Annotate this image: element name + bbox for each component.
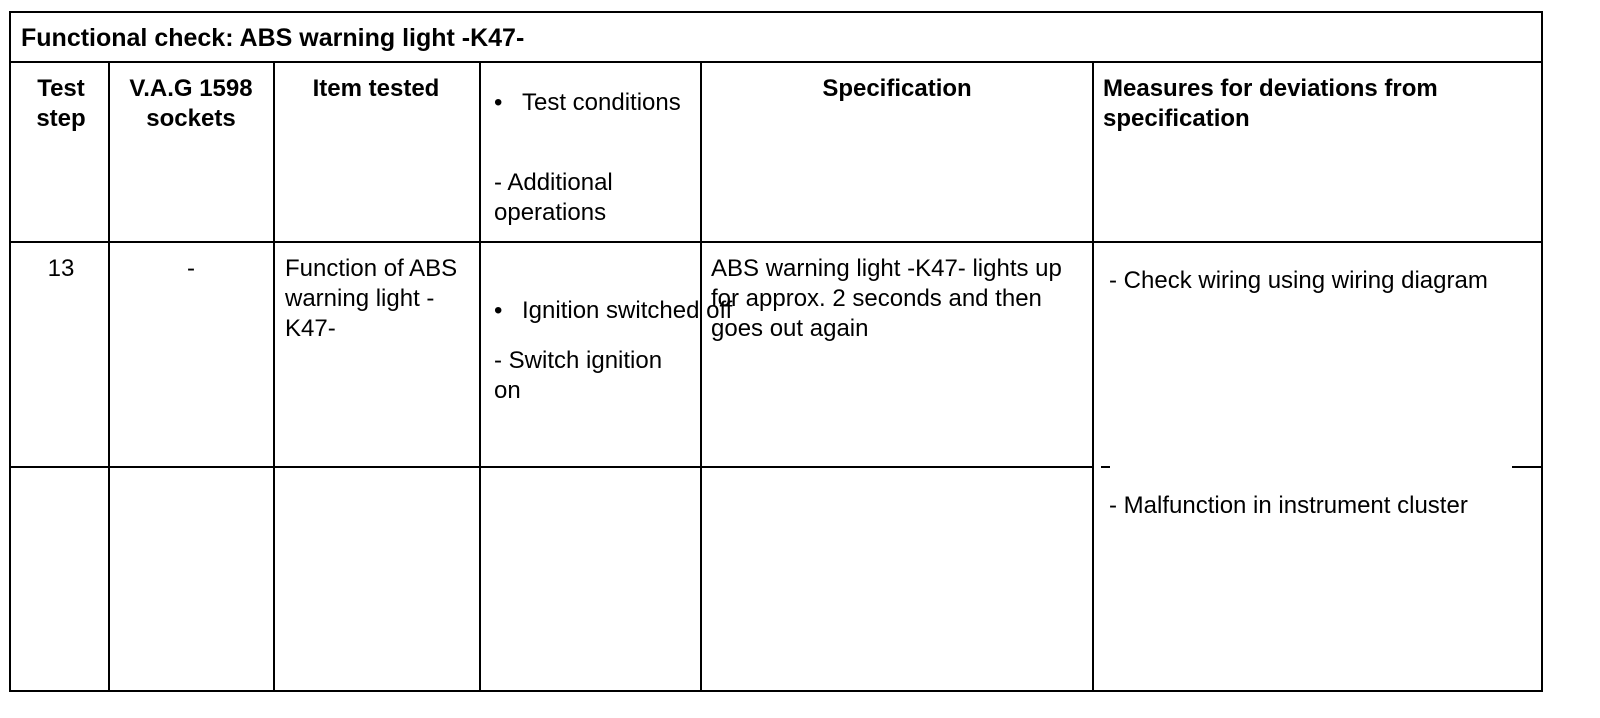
column-divider <box>479 63 481 690</box>
cell-item-tested: Function of ABS warning light -K47- <box>285 255 458 342</box>
column-divider <box>273 63 275 690</box>
header-additional-operations: - Additional operations <box>494 169 613 226</box>
header-measures: Measures for deviations from specification <box>1103 75 1438 132</box>
cell-test-step: 13 <box>47 255 75 282</box>
header-test-conditions <box>482 88 722 118</box>
row-divider <box>11 466 1092 468</box>
header-row-divider <box>11 241 1541 243</box>
bullet-icon: • <box>494 297 503 324</box>
cell-sockets: - <box>187 255 195 282</box>
functional-check-table <box>9 11 1543 692</box>
cell-measure: - Check wiring using wiring diagram <box>1109 267 1488 294</box>
bullet-icon: • <box>494 89 503 116</box>
row-divider-fragment <box>1101 466 1110 468</box>
header-sockets: V.A.G 1598 sockets <box>129 75 253 132</box>
header-item-tested: Item tested <box>312 75 440 102</box>
column-divider <box>700 63 702 690</box>
cell-test-condition <box>482 296 737 326</box>
row-divider-fragment <box>1512 466 1541 468</box>
cell-additional-operation: - Switch ignition on <box>494 347 663 404</box>
header-conditions-label: Test conditions <box>522 89 681 116</box>
table-title: Functional check: ABS warning light -K47- <box>11 13 1541 63</box>
cell-specification: ABS warning light -K47- lights up for approx. 2 seconds and then goes out again <box>711 255 1062 342</box>
column-divider <box>108 63 110 690</box>
cell-measure: - Malfunction in instrument cluster <box>1109 492 1468 519</box>
column-divider <box>1092 63 1094 690</box>
header-test-step: Test step <box>36 75 86 132</box>
header-specification: Specification <box>822 75 972 102</box>
cell-condition-label: Ignition switched off <box>522 297 733 324</box>
